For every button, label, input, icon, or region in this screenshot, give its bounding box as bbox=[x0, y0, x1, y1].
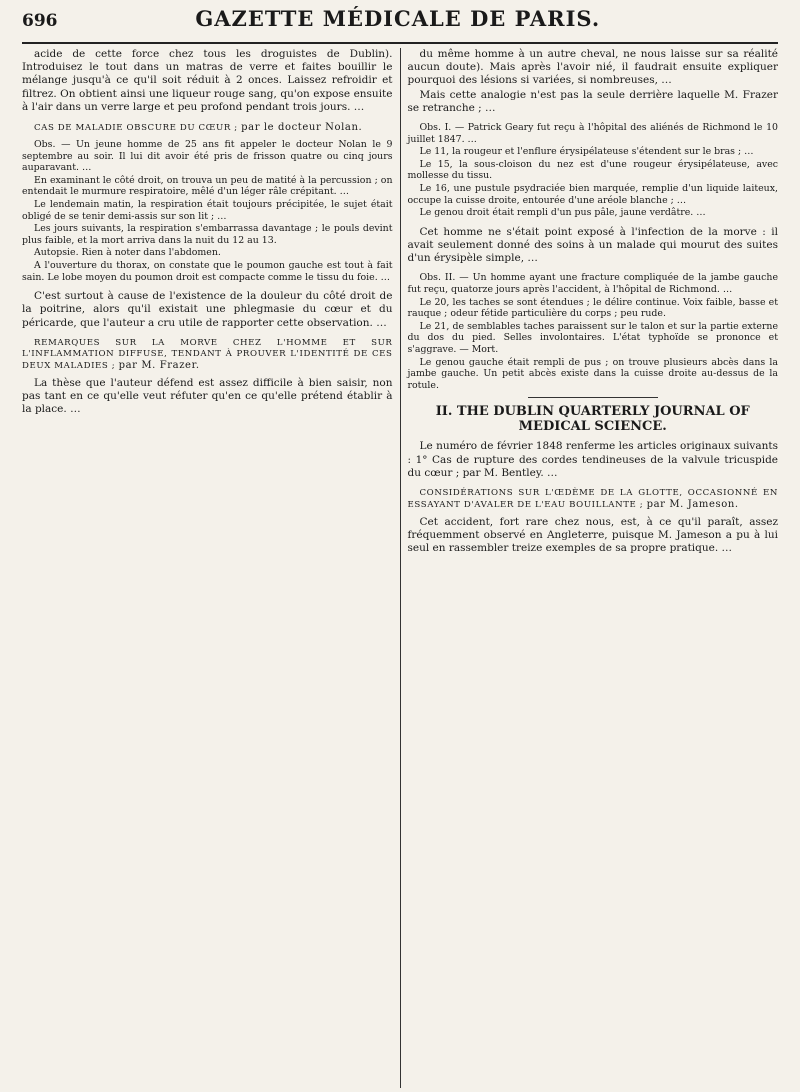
section-title-nolan bbox=[22, 122, 393, 134]
autopsy-heading: Autopsie. Rien à noter dans l'abdomen. bbox=[34, 247, 221, 259]
observation-paragraph: En examinant le côté droit, on trouva un peu de matité à la percussion ; on entendait le murmure respiratoire, mêlé d'un léger râle crépitant. … bbox=[22, 174, 393, 198]
divider bbox=[528, 397, 658, 398]
spacer bbox=[408, 265, 779, 272]
running-title: GAZETTE MÉDICALE DE PARIS. bbox=[195, 6, 601, 31]
section-title-text: CAS DE MALADIE OBSCURE DU CŒUR ; bbox=[34, 123, 238, 134]
paragraph: acide de cette force chez tous les droguistes de Dublin). Introduisez le tout dans un matras de verre et faites bouillir le mélange jusqu'à ce qu'il soit réduit à 2 onces. Laissez refroidir et filtrez. On obtient ainsi une liqueur rouge sang, qu'on expose ensuite à l'air dans un verre large et peu profond pendant trois jours. … bbox=[22, 48, 393, 113]
paragraph: Mais cette analogie n'est pas la seule derrière laquelle M. Frazer se retranche ; … bbox=[407, 88, 778, 114]
observation-paragraph: Le 20, les taches se sont étendues ; le délire continue. Voix faible, basse et rauque ; odeur fétide particulière du corps ; peu rude. bbox=[407, 296, 778, 320]
section-title-frazer bbox=[22, 338, 393, 372]
observation-paragraph: Le 16, une pustule psydraciée bien marquée, remplie d'un liquide laiteux, occupe la cuisse droite, entourée d'une aréole blanche ; … bbox=[407, 182, 778, 206]
page-number: 696 bbox=[22, 11, 58, 31]
left-column bbox=[22, 48, 401, 1088]
right-column bbox=[401, 48, 779, 1088]
spacer bbox=[22, 283, 393, 290]
observation-paragraph: Obs. I. — Patrick Geary fut reçu à l'hôpital des aliénés de Richmond le 10 juillet 1847. … bbox=[407, 122, 778, 145]
observation-paragraph: Les jours suivants, la respiration s'embarrassa davantage ; le pouls devint plus faible, et la mort arriva dans la nuit du 12 au 13. bbox=[22, 223, 393, 246]
observation-paragraph: Le genou gauche était rempli de pus ; on trouve plusieurs abcès dans la jambe gauche. Un petit abcès existe dans la cuisse droite au-dessus de la rotule. bbox=[407, 356, 778, 391]
spacer bbox=[408, 115, 779, 122]
paragraph: La thèse que l'auteur défend est assez difficile à bien saisir, non pas tant en ce qu'elle veut réfuter qu'en ce qu'elle prétend établir à la place. … bbox=[22, 376, 393, 416]
paragraph: Le numéro de février 1848 renferme les articles originaux suivants : 1° Cas de rupture des cordes tendineuses de la valvule tricuspide du cœur ; par M. Bentley. … bbox=[407, 440, 778, 479]
observation-paragraph: Le genou droit était rempli d'un pus pâle, jaune verdâtre. … bbox=[419, 207, 706, 219]
observation-paragraph: Le 15, la sous-cloison du nez est d'une rougeur érysipélateuse, avec mollesse du tissu. bbox=[407, 158, 778, 182]
section-title-jameson bbox=[408, 488, 779, 511]
observation-paragraph: Le 11, la rougeur et l'enflure érysipélateuse s'étendent sur le bras ; … bbox=[419, 146, 754, 158]
observation-paragraph: Le lendemain matin, la respiration était toujours précipitée, le sujet était obligé de se tenir demi-assis sur son lit ; … bbox=[22, 198, 393, 222]
section-title-text: REMARQUES SUR LA MORVE CHEZ L'HOMME ET SUR L'INFLAMMATION DIFFUSE, TENDANT À PROUVER L'IDENTITÉ DE CES DEUX MALADIES ; bbox=[22, 337, 393, 371]
observation-paragraph: Obs. II. — Un homme ayant une fracture compliquée de la jambe gauche fut reçu, quatorze jours après l'accident, à l'hôpital de Richmond. … bbox=[407, 272, 778, 295]
spacer bbox=[408, 219, 779, 226]
page-header bbox=[22, 6, 778, 44]
section-author: par M. Jameson. bbox=[646, 498, 739, 510]
observation-paragraph: Le 21, de semblables taches paraissent sur le talon et sur la partie externe du dos du pied. Selles involontaires. L'état typhoïde se prononce et s'aggrave. — Mort. bbox=[407, 320, 778, 355]
section-title-text: CONSIDÉRATIONS SUR L'ŒDÈME DE LA GLOTTE, OCCASIONNÉ EN ESSAYANT D'AVALER DE L'EAU BOUILLANTE ; bbox=[407, 487, 778, 510]
journal-section-title: II. THE DUBLIN QUARTERLY JOURNAL OF MEDICAL SCIENCE. bbox=[435, 404, 750, 435]
section-author: par le docteur Nolan. bbox=[241, 122, 363, 134]
observation-paragraph: A l'ouverture du thorax, on constate que le poumon gauche est tout à fait sain. Le lobe moyen du poumon droit est compacte comme le tissu du foie. … bbox=[22, 259, 393, 283]
paragraph: Cet accident, fort rare chez nous, est, à ce qu'il paraît, assez fréquemment observé en Angleterre, puisque M. Jameson a pu à lui seul en rassembler treize exemples de sa propre pratique. … bbox=[407, 515, 778, 555]
commentary-paragraph: C'est surtout à cause de l'existence de la douleur du côté droit de la poitrine, alors qu'il existait une phlegmasie du cœur et du péricarde, que l'auteur a cru utile de rapporter cette observation. … bbox=[22, 290, 393, 329]
paragraph: du même homme à un autre cheval, ne nous laisse sur sa réalité aucun doute). Mais après l'avoir nié, il faudrait ensuite expliquer pourquoi des lésions si variées, si nombreuses, … bbox=[407, 48, 778, 87]
commentary-paragraph: Cet homme ne s'était point exposé à l'infection de la morve : il avait seulement donné des soins à un malade qui mourut des suites d'un érysipèle simple, … bbox=[407, 225, 778, 265]
observation-paragraph: Obs. — Un jeune homme de 25 ans fit appeler le docteur Nolan le 9 septembre au soir. Il lui dit avoir été pris de frisson quatre ou cinq jours auparavant. … bbox=[22, 139, 393, 174]
two-column-body bbox=[22, 48, 778, 1088]
section-author: par M. Frazer. bbox=[118, 359, 200, 371]
